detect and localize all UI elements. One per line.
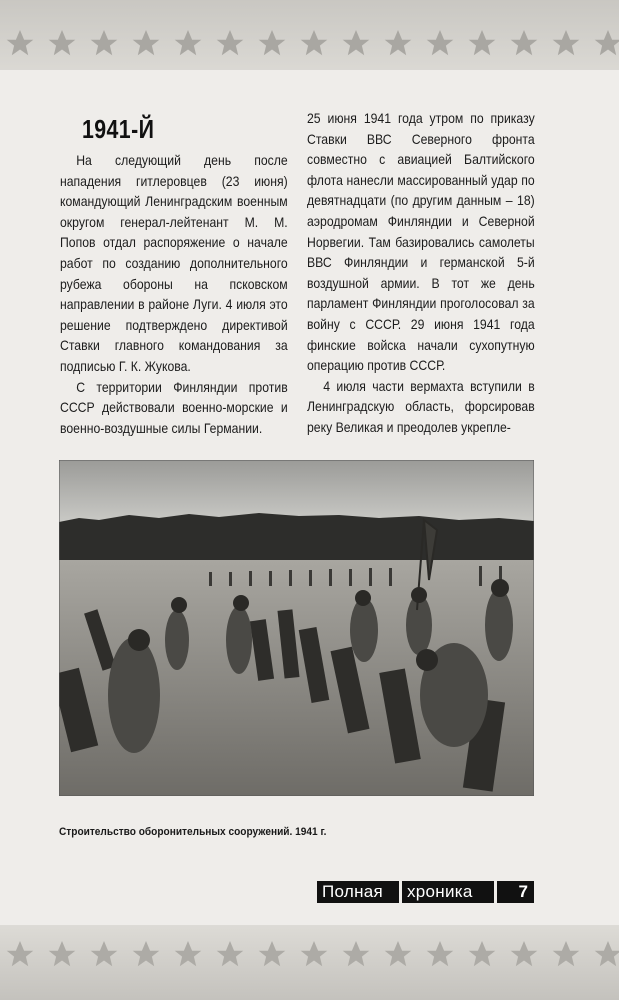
- paragraph: На следующий день после нападения гитлеровцев (23 июня) командующий Ленинградским военным округом генерал-лейтенант М. М. Попов отдал распоряжение о начале работ по созданию дополнительного рубежа обороны на псковском направлении в районе Луги. 4 июля это решение подтверждено директивой Ставки главного командования за подписью Г. К. Жукова.: [60, 153, 288, 374]
- page-number: 7: [497, 881, 534, 903]
- text-column-left: [60, 151, 288, 439]
- text-column-right: [307, 109, 535, 439]
- decorative-stars-band-bottom: [0, 925, 619, 1000]
- footer-tag-series-2: хроника: [402, 881, 494, 903]
- page-heading: 1941-Й: [82, 114, 155, 144]
- photo-illustration: [59, 460, 534, 796]
- paragraph: С территории Финляндии против СССР действовали военно-морские и военно-воздушные силы Германии.: [60, 379, 288, 436]
- paragraph: 4 июля части вермахта вступили в Ленинградскую область, форсировав реку Великая и преодолев укрепле-: [307, 378, 535, 435]
- decorative-stars-band-top: [0, 0, 619, 80]
- photo-caption: Строительство оборонительных сооружений. 1941 г.: [59, 826, 327, 838]
- historical-photo: [59, 460, 534, 796]
- paragraph: 25 июня 1941 года утром по приказу Ставки ВВС Северного фронта совместно с авиацией Балтийского флота нанесли массированный удар по девятнадцати (по другим данным – 18) аэродромам Финляндии и Северной Норвегии. Там базировались самолеты ВВС Финляндии и германской 5-й воздушной армии. В тот же день парламент Финляндии проголосовал за войну с СССР. 29 июня 1941 года финские войска начали сухопутную операцию против СССР.: [307, 111, 535, 374]
- footer-tag-series: Полная: [317, 881, 399, 903]
